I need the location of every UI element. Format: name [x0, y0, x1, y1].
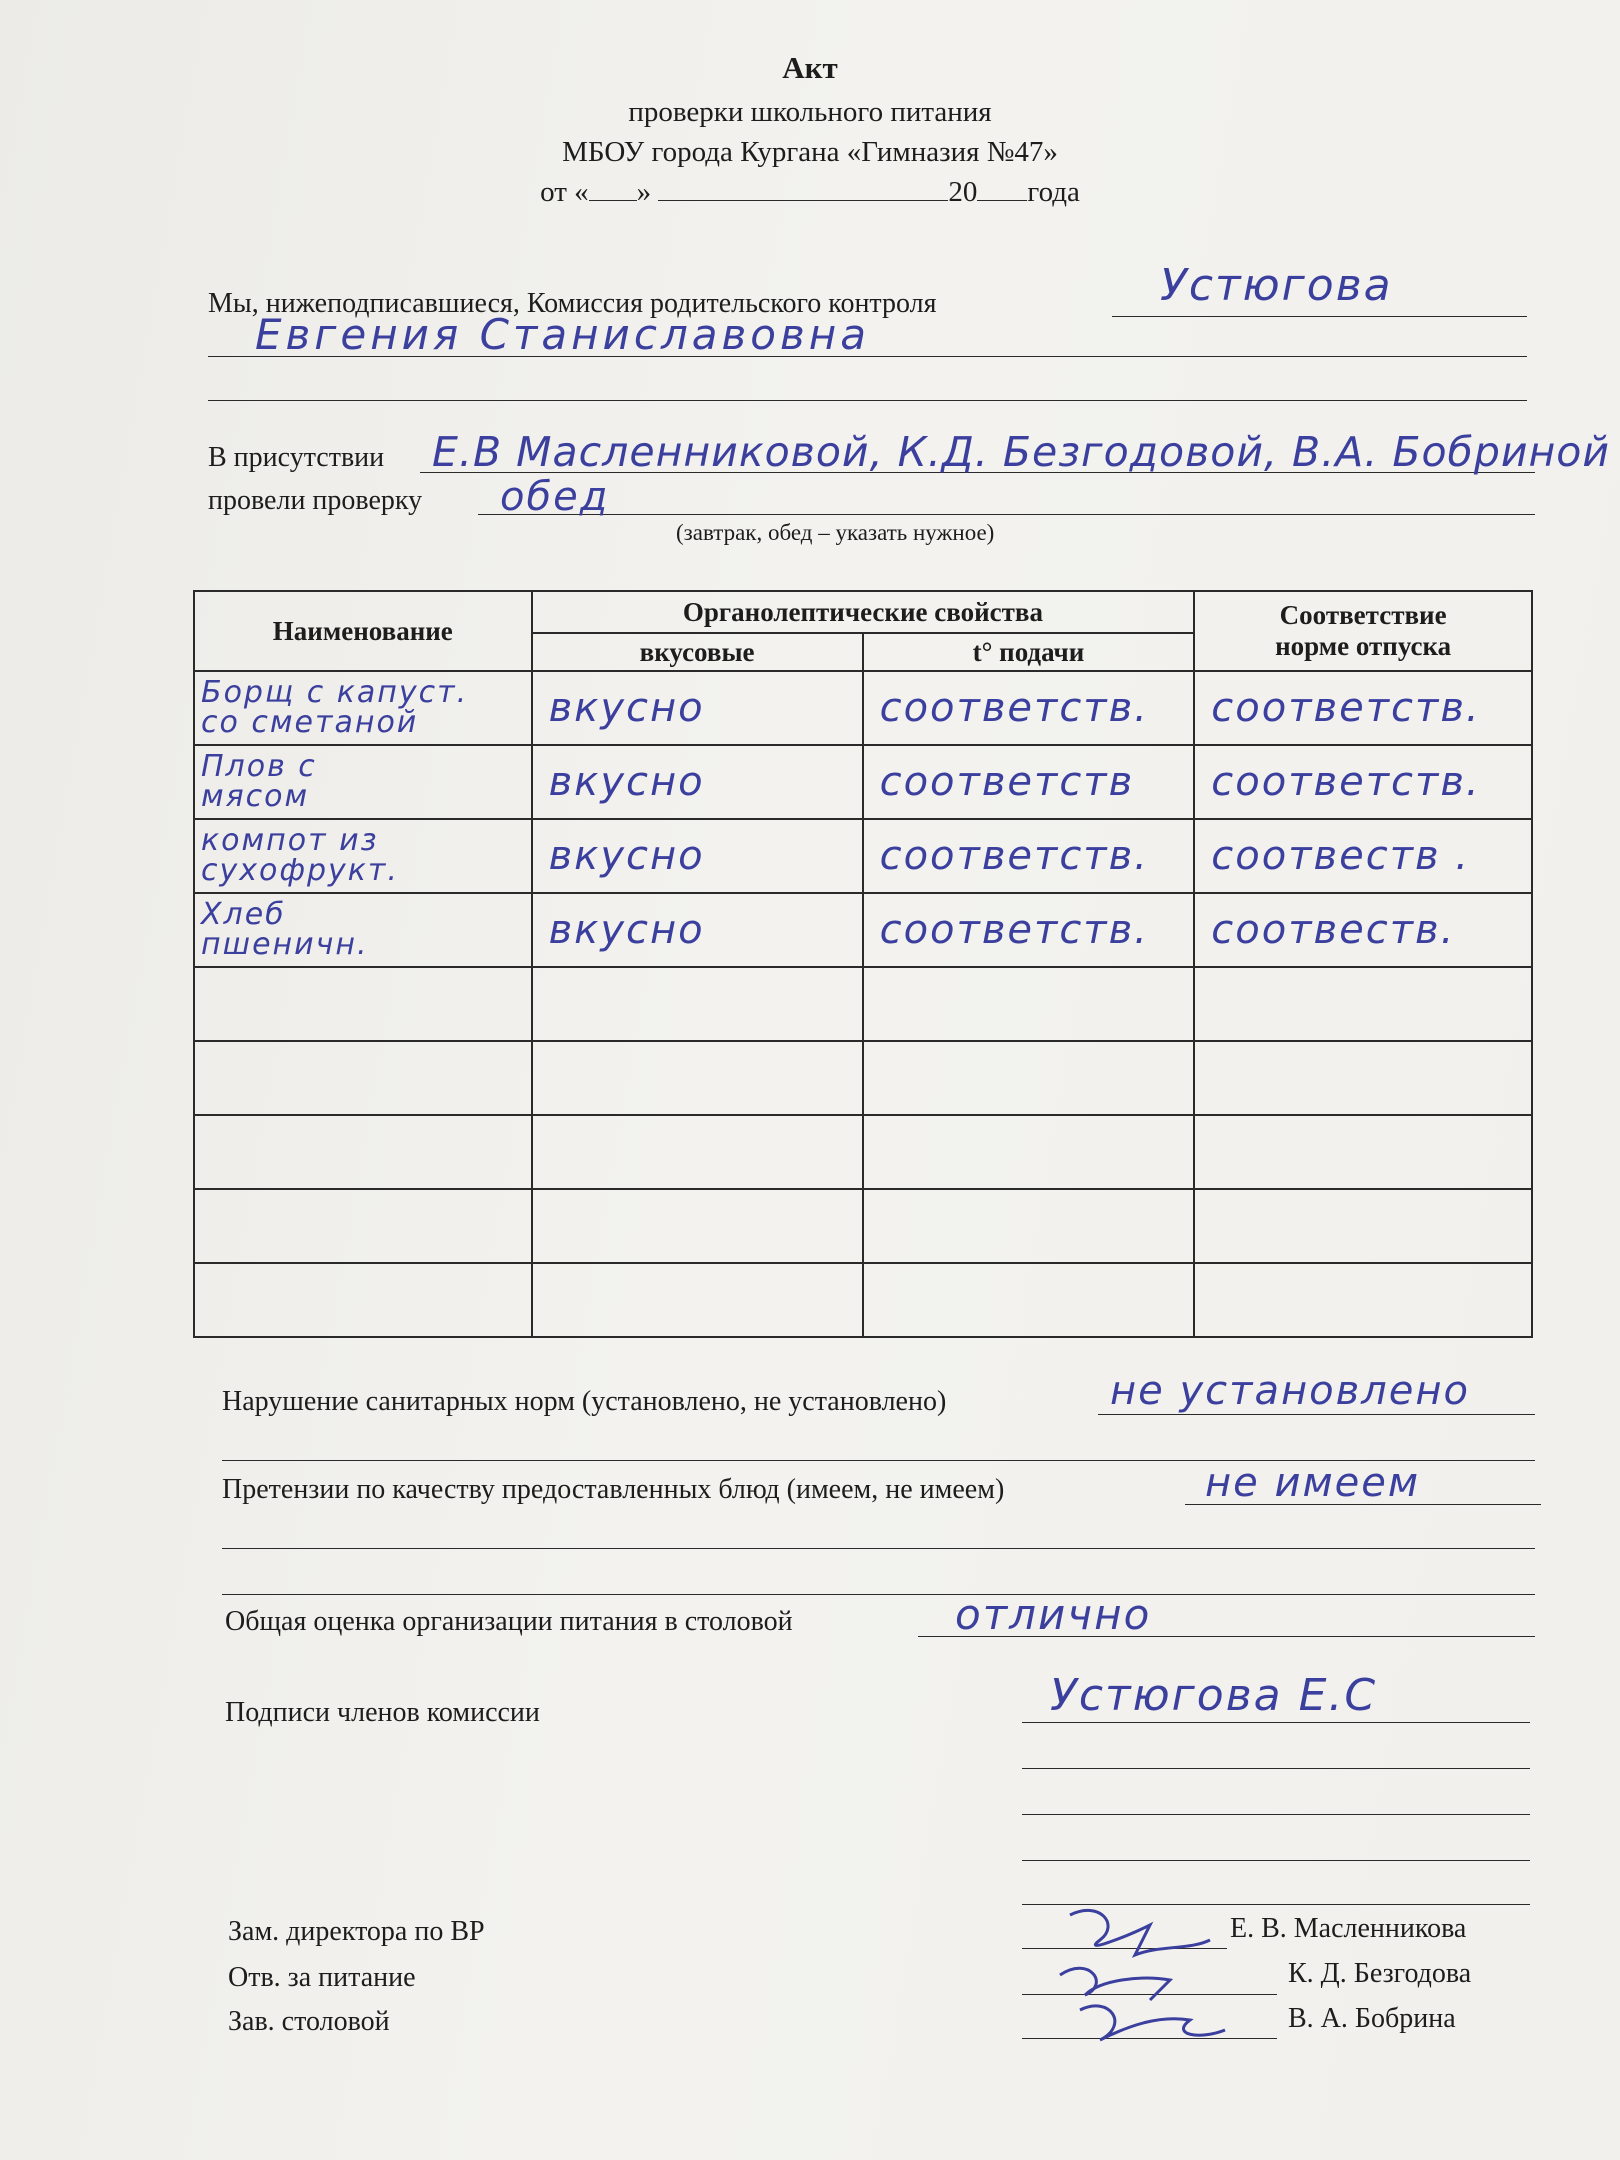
taste-value: вкусно	[548, 907, 705, 953]
cell-temp	[863, 671, 1195, 745]
school-name: МБОУ города Кургана «Гимназия №47»	[562, 136, 1058, 168]
norm-value: соотвеств.	[1211, 907, 1456, 953]
dish-name-line-2: со сметаной	[201, 705, 419, 740]
cell-norm	[1194, 745, 1532, 819]
norm-value: соответств.	[1211, 759, 1481, 805]
norm-value: соответств.	[1211, 685, 1481, 731]
cell-taste	[532, 671, 863, 745]
cell-dish-name	[194, 671, 532, 745]
check-value: обед	[500, 474, 610, 520]
date-prefix: от «	[540, 176, 589, 208]
taste-value: вкусно	[548, 759, 705, 805]
table-row	[194, 967, 1532, 1041]
commission-line-3	[208, 400, 1527, 401]
cell-empty	[532, 1189, 863, 1263]
member-signature: Устюгова Е.С	[1050, 1670, 1378, 1721]
cell-empty	[194, 1263, 532, 1337]
presence-label: В присутствии	[208, 442, 385, 473]
official-role-2: Отв. за питание	[228, 1962, 416, 1993]
cell-empty	[194, 1041, 532, 1115]
dish-name-line-1: Борщ с капуст.	[201, 675, 469, 710]
inspection-table	[193, 590, 1533, 1338]
col-header-temp: t° подачи	[863, 633, 1195, 671]
official-name-3: В. А. Бобрина	[1288, 2003, 1456, 2034]
cell-temp	[863, 893, 1195, 967]
official-role-3: Зав. столовой	[228, 2006, 390, 2037]
cell-empty	[194, 967, 532, 1041]
dish-name-line-1: Плов с	[201, 749, 317, 784]
col-header-taste: вкусовые	[532, 633, 863, 671]
col-header-norm-2: норме отпуска	[1275, 631, 1452, 661]
check-label: провели проверку	[208, 485, 423, 516]
cell-empty	[194, 1115, 532, 1189]
cell-empty	[863, 1263, 1195, 1337]
date-line	[0, 176, 1620, 209]
official-name-1: Е. В. Масленникова	[1230, 1913, 1467, 1944]
commission-name: Евгения Станиславовна	[255, 310, 870, 359]
taste-value: вкусно	[548, 833, 705, 879]
cell-taste	[532, 893, 863, 967]
violation-label: Нарушение санитарных норм (установлено, не установлено)	[222, 1386, 947, 1417]
dish-name-line-1: компот из	[201, 823, 379, 858]
cell-empty	[863, 1189, 1195, 1263]
presence-value: Е.В Масленниковой, К.Д. Безгодовой, В.А. Бобриной	[432, 428, 1611, 476]
temp-value: соответств	[879, 759, 1135, 805]
cell-empty	[1194, 967, 1532, 1041]
col-header-norm-1: Соответствие	[1279, 600, 1447, 630]
signature-line-3	[1022, 1814, 1530, 1815]
cell-empty	[194, 1189, 532, 1263]
commission-surname: Устюгова	[1160, 260, 1393, 311]
document-subtitle: проверки школьного питания	[628, 96, 992, 128]
signature-line-4	[1022, 1860, 1530, 1861]
check-line	[478, 514, 1535, 515]
table-row	[194, 893, 1532, 967]
temp-value: соответств.	[879, 907, 1149, 953]
table-row	[194, 745, 1532, 819]
date-mid: »	[636, 176, 652, 208]
cell-empty	[863, 1041, 1195, 1115]
cell-norm	[1194, 893, 1532, 967]
temp-value: соответств.	[879, 833, 1149, 879]
claims-value: не имеем	[1205, 1460, 1421, 1506]
col-header-norm	[1194, 591, 1532, 671]
cell-empty	[863, 967, 1195, 1041]
date-year: 20	[948, 176, 978, 208]
cell-dish-name	[194, 819, 532, 893]
cell-empty	[1194, 1041, 1532, 1115]
claims-line-3	[222, 1594, 1535, 1595]
document-title: Акт	[782, 50, 838, 85]
cell-empty	[532, 1041, 863, 1115]
cell-temp	[863, 819, 1195, 893]
cell-temp	[863, 745, 1195, 819]
official-role-1: Зам. директора по ВР	[228, 1916, 485, 1947]
cell-empty	[532, 1115, 863, 1189]
col-header-group: Органолептические свойства	[532, 591, 1195, 633]
commission-line-1	[1112, 316, 1527, 317]
table-row	[194, 671, 1532, 745]
table-row	[194, 819, 1532, 893]
taste-value: вкусно	[548, 685, 705, 731]
commission-label: Мы, нижеподписавшиеся, Комиссия родительского контроля	[208, 288, 937, 319]
cell-norm	[1194, 819, 1532, 893]
cell-taste	[532, 745, 863, 819]
overall-value: отлично	[955, 1590, 1152, 1639]
temp-value: соответств.	[879, 685, 1149, 731]
cell-empty	[532, 1263, 863, 1337]
cell-empty	[1194, 1115, 1532, 1189]
table-row	[194, 1041, 1532, 1115]
table-row	[194, 1263, 1532, 1337]
claims-label: Претензии по качеству предоставленных блюд (имеем, не имеем)	[222, 1474, 1005, 1505]
table-row	[194, 1189, 1532, 1263]
cell-empty	[1194, 1263, 1532, 1337]
dish-name-line-2: мясом	[201, 779, 310, 814]
violation-value: не установлено	[1110, 1368, 1470, 1414]
cell-empty	[863, 1115, 1195, 1189]
cell-dish-name	[194, 893, 532, 967]
check-hint: (завтрак, обед – указать нужное)	[676, 520, 995, 545]
signatures-label: Подписи членов комиссии	[225, 1697, 540, 1728]
cell-dish-name	[194, 745, 532, 819]
claims-line-2	[222, 1548, 1535, 1549]
date-suffix: года	[1027, 176, 1080, 208]
dish-name-line-1: Хлеб	[201, 897, 286, 932]
col-header-name: Наименование	[194, 591, 532, 671]
norm-value: соотвеств .	[1211, 833, 1471, 879]
signature-line-1	[1022, 1722, 1530, 1723]
cell-empty	[532, 967, 863, 1041]
cell-empty	[1194, 1189, 1532, 1263]
official-name-2: К. Д. Безгодова	[1288, 1958, 1472, 1989]
cell-norm	[1194, 671, 1532, 745]
official-signatures-scribble	[1040, 1895, 1240, 2055]
signature-line-2	[1022, 1768, 1530, 1769]
dish-name-line-2: сухофрукт.	[201, 853, 399, 888]
table-row	[194, 1115, 1532, 1189]
overall-label: Общая оценка организации питания в столовой	[225, 1606, 793, 1637]
cell-taste	[532, 819, 863, 893]
dish-name-line-2: пшеничн.	[201, 927, 369, 962]
violation-line	[1098, 1414, 1535, 1415]
